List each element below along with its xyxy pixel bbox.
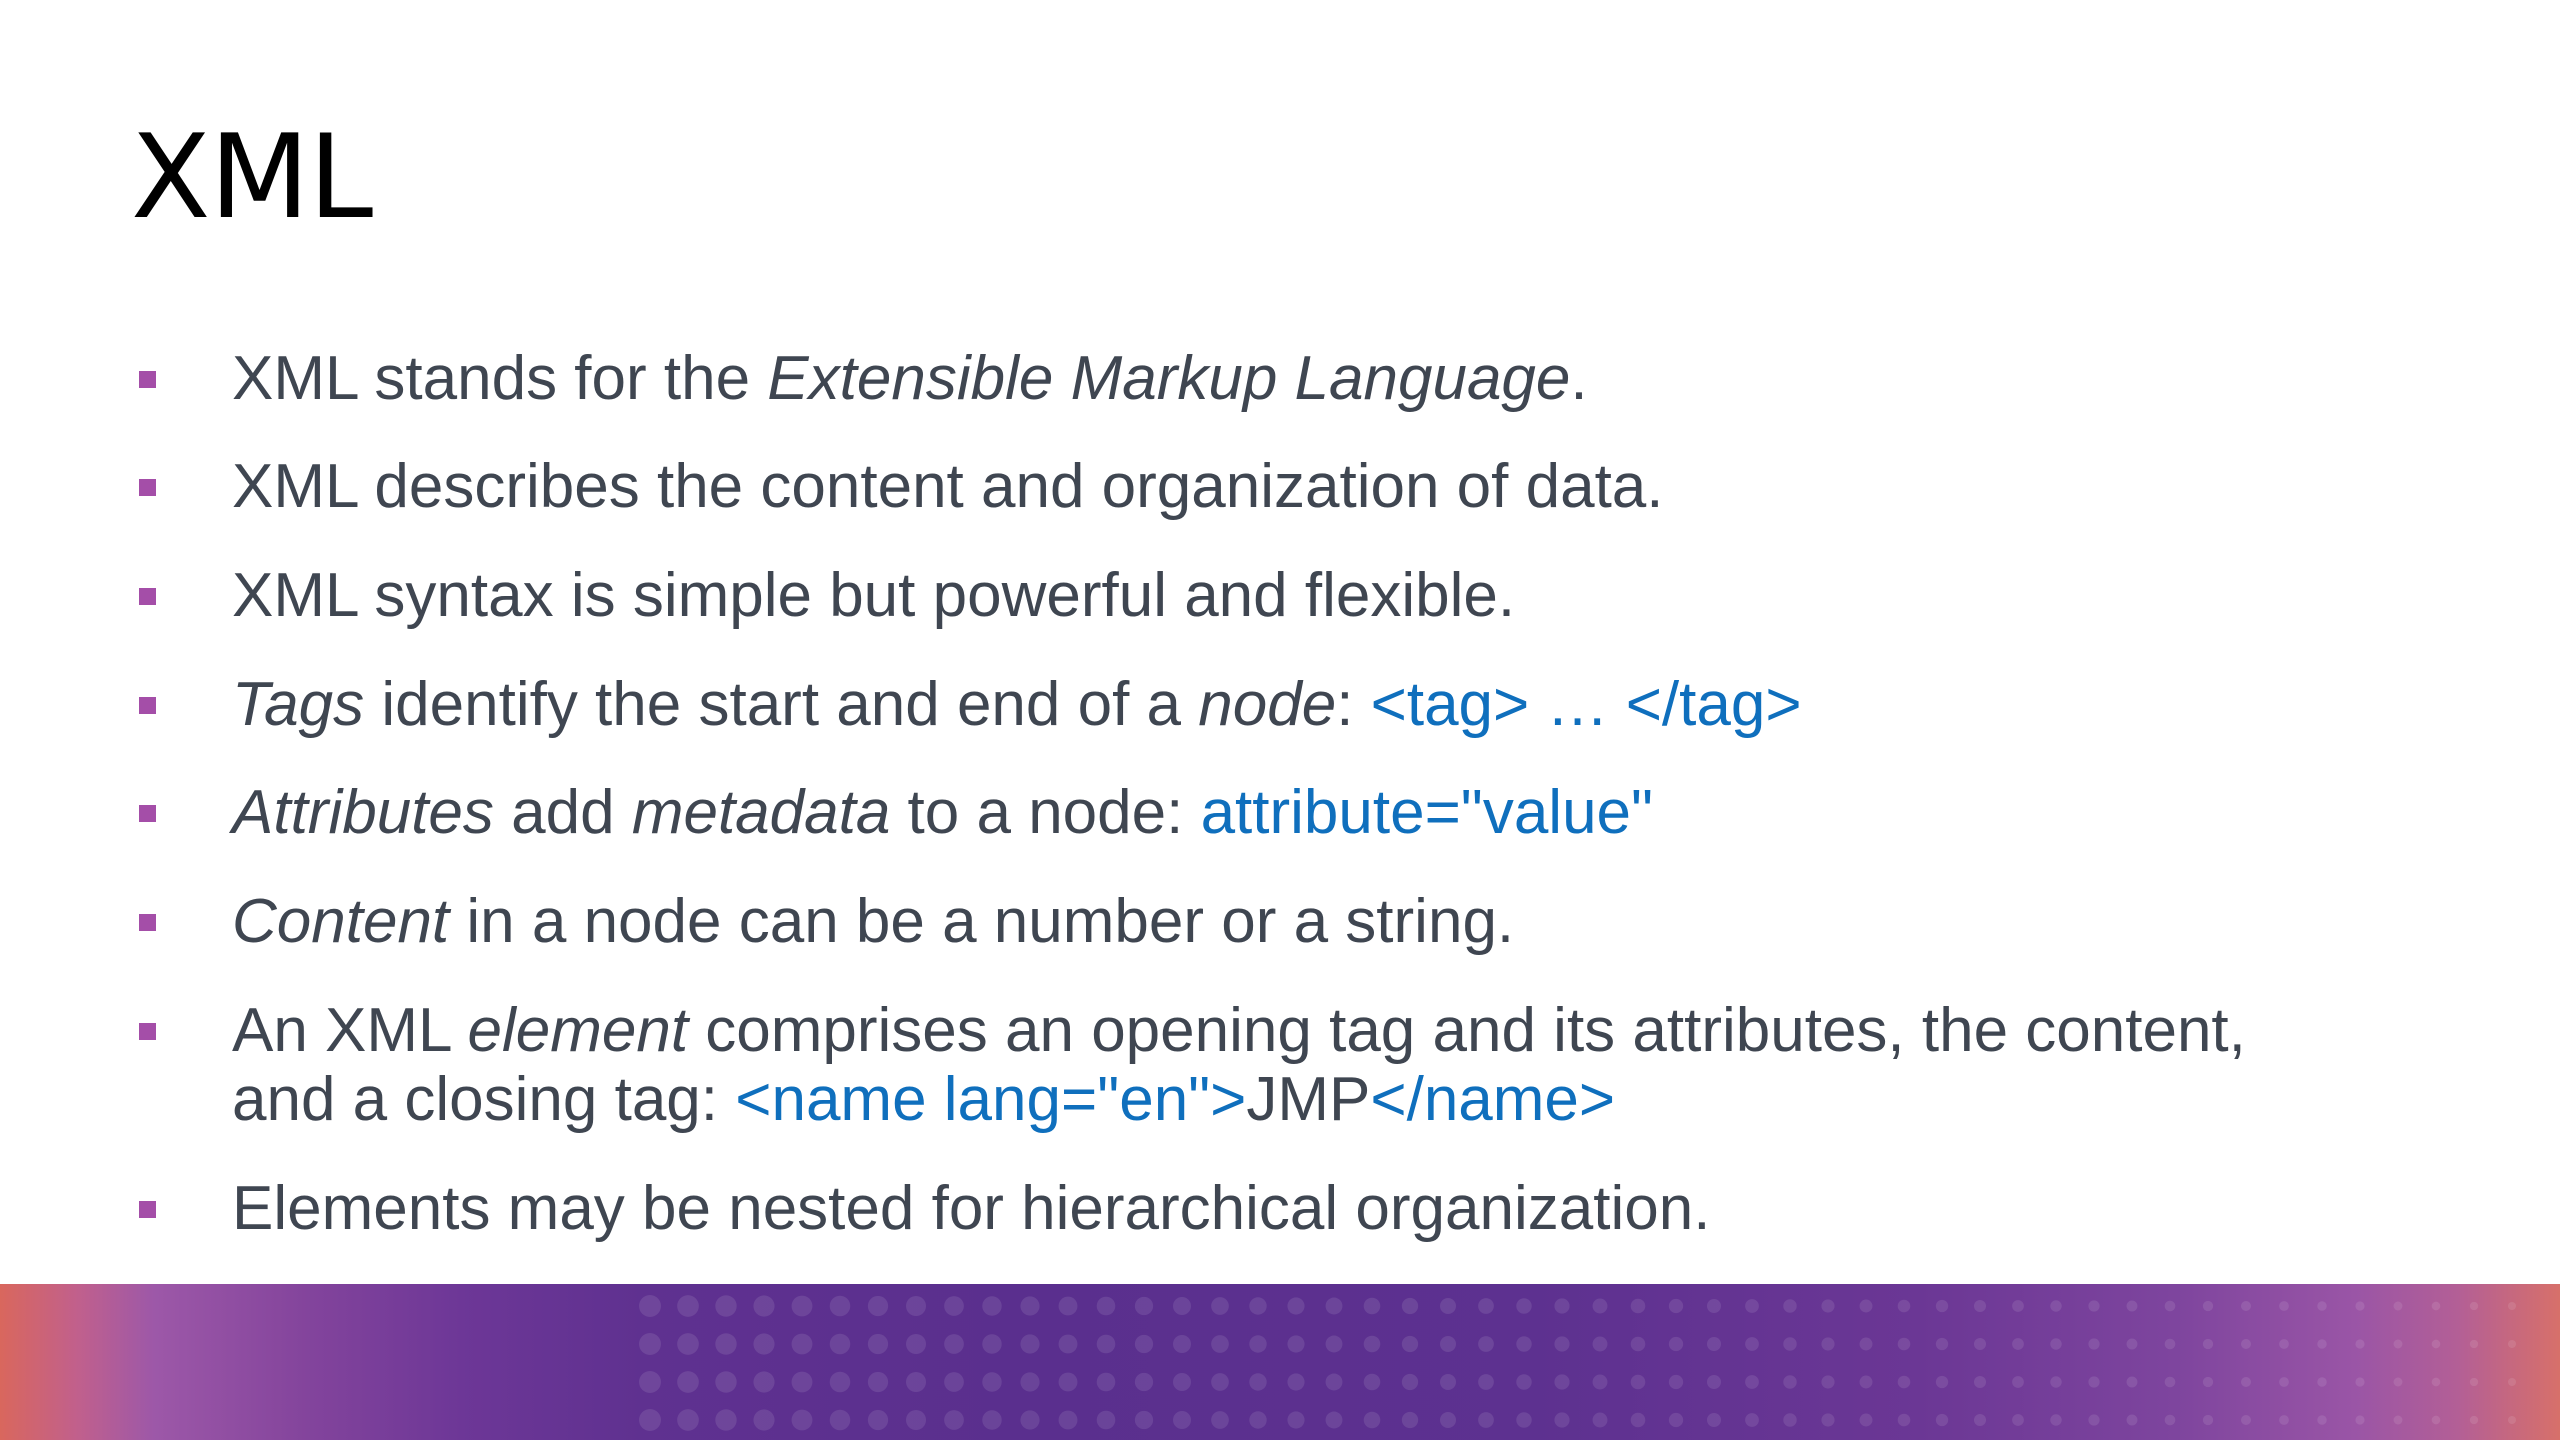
decorative-dot [1249, 1411, 1266, 1428]
decorative-dot [2241, 1415, 2251, 1425]
decorative-dot [2050, 1376, 2061, 1387]
emphasis-text: node [1198, 670, 1337, 739]
decorative-dot [1745, 1413, 1759, 1427]
decorative-dot [2165, 1415, 2176, 1426]
decorative-dot [1364, 1336, 1381, 1353]
decorative-dot [1173, 1411, 1191, 1429]
decorative-dot [2317, 1301, 2326, 1310]
bullet-text [232, 670, 1802, 739]
decorative-dot [1554, 1374, 1569, 1389]
decorative-dot [2508, 1378, 2516, 1386]
decorative-dot [639, 1409, 661, 1431]
text-run: Elements may be nested for hierarchical organization. [232, 1174, 1711, 1243]
decorative-dot [1211, 1373, 1229, 1391]
decorative-dot [944, 1296, 964, 1316]
decorative-dot [1402, 1374, 1418, 1390]
bullet-marker [139, 1201, 156, 1218]
decorative-dot [2432, 1416, 2441, 1425]
decorative-dot [1440, 1336, 1456, 1352]
decorative-dot [2394, 1416, 2403, 1425]
decorative-dot [1516, 1374, 1531, 1389]
decorative-dot [2050, 1300, 2061, 1311]
decorative-dot [2355, 1339, 2364, 1348]
decorative-dot [982, 1296, 1001, 1315]
decorative-dot [2203, 1301, 2213, 1311]
decorative-dot [1249, 1335, 1266, 1352]
decorative-dot [2432, 1378, 2441, 1387]
bullet-marker [139, 1023, 156, 1040]
decorative-dot [1059, 1335, 1078, 1354]
decorative-dot [1440, 1374, 1456, 1390]
bullet-text [232, 887, 1514, 956]
decorative-dot [2432, 1340, 2441, 1349]
decorative-dot [1097, 1411, 1116, 1430]
decorative-dot [1326, 1374, 1343, 1391]
code-snippet: </name> [1370, 1065, 1616, 1134]
bullet-text [232, 1174, 1710, 1243]
decorative-dot [2241, 1339, 2251, 1349]
decorative-dot [1936, 1414, 1948, 1426]
decorative-dot [792, 1410, 813, 1431]
decorative-dot [1249, 1373, 1266, 1390]
decorative-dot [1364, 1374, 1381, 1391]
text-run: JMP [1246, 1065, 1371, 1134]
decorative-dot [982, 1372, 1001, 1391]
bullet-marker [139, 479, 156, 496]
decorative-dot [1974, 1300, 1986, 1312]
decorative-dot [2165, 1377, 2176, 1388]
decorative-dot [1173, 1297, 1191, 1315]
decorative-dot [1326, 1412, 1343, 1429]
decorative-dot [1135, 1335, 1153, 1353]
bullet-marker [139, 697, 156, 714]
text-run: An XML [232, 996, 468, 1065]
decorative-dot [2279, 1415, 2289, 1425]
decorative-dot [830, 1410, 851, 1431]
bullet-item [232, 887, 2432, 956]
decorative-dot [1173, 1335, 1191, 1353]
code-snippet: <tag> … </tag> [1370, 670, 1802, 739]
bullet-item [232, 344, 2432, 413]
decorative-dot [1669, 1375, 1683, 1389]
emphasis-text: metadata [631, 778, 891, 847]
decorative-dot [1020, 1296, 1039, 1315]
decorative-dot [1745, 1375, 1759, 1389]
bullet-item [232, 996, 2432, 1134]
decorative-dot [1783, 1413, 1796, 1426]
decorative-dot [1898, 1376, 1911, 1389]
decorative-dot [1440, 1298, 1456, 1314]
decorative-dot [1020, 1334, 1039, 1353]
decorative-dot [868, 1334, 888, 1354]
decorative-dot [2355, 1301, 2364, 1310]
decorative-dot [2279, 1377, 2289, 1387]
decorative-dot [677, 1409, 699, 1431]
decorative-dot [1059, 1373, 1078, 1392]
decorative-dot [1745, 1337, 1759, 1351]
decorative-dot [1898, 1414, 1911, 1427]
slide-title: XML [131, 110, 373, 245]
decorative-dot [1593, 1413, 1608, 1428]
decorative-dot [2394, 1302, 2403, 1311]
decorative-dot [1821, 1413, 1834, 1426]
bullet-item [232, 670, 2432, 739]
decorative-dot [1402, 1412, 1418, 1428]
decorative-dot [1631, 1413, 1646, 1428]
decorative-dot [1821, 1299, 1834, 1312]
decorative-dot [1783, 1299, 1796, 1312]
decorative-dot [2165, 1339, 2176, 1350]
decorative-dot [2317, 1415, 2326, 1424]
decorative-dot [2241, 1377, 2251, 1387]
decorative-dot [2127, 1415, 2138, 1426]
decorative-dot [1478, 1412, 1494, 1428]
decorative-dot [1745, 1299, 1759, 1313]
decorative-dot [2203, 1415, 2213, 1425]
bullet-marker [139, 371, 156, 388]
decorative-dot [2432, 1302, 2441, 1311]
bullet-marker [139, 805, 156, 822]
decorative-dot [1402, 1298, 1418, 1314]
decorative-dot [1554, 1298, 1569, 1313]
decorative-dot [1287, 1335, 1304, 1352]
decorative-dot [2127, 1301, 2138, 1312]
decorative-dot [2203, 1377, 2213, 1387]
decorative-dot [2241, 1301, 2251, 1311]
decorative-dot [1554, 1412, 1569, 1427]
text-run: and a closing tag: [232, 1065, 736, 1134]
decorative-dot [1860, 1300, 1873, 1313]
decorative-dot [1707, 1375, 1721, 1389]
decorative-dot [1287, 1373, 1304, 1390]
decorative-dot [1631, 1299, 1646, 1314]
decorative-dot [2470, 1378, 2478, 1386]
text-run: in a node can be a number or a string. [449, 887, 1515, 956]
decorative-dot [1287, 1297, 1304, 1314]
decorative-dot [2508, 1302, 2516, 1310]
dot-pattern [0, 1284, 2560, 1440]
decorative-dot [639, 1295, 661, 1317]
code-snippet: <name lang="en"> [735, 1065, 1247, 1134]
decorative-dot [830, 1296, 851, 1317]
decorative-dot [868, 1410, 888, 1430]
text-run: add [493, 778, 632, 847]
text-run: : [1336, 670, 1371, 739]
bullet-item [232, 452, 2432, 521]
decorative-dot [1707, 1413, 1721, 1427]
decorative-dot [677, 1333, 699, 1355]
decorative-dot [982, 1334, 1001, 1353]
decorative-dot [2088, 1414, 2099, 1425]
decorative-dot [1554, 1336, 1569, 1351]
decorative-dot [1097, 1335, 1116, 1354]
decorative-dot [639, 1333, 661, 1355]
decorative-dot [2050, 1414, 2061, 1425]
decorative-dot [1020, 1410, 1039, 1429]
decorative-dot [2279, 1339, 2289, 1349]
decorative-dot [830, 1334, 851, 1355]
decorative-dot [982, 1410, 1001, 1429]
decorative-dot [2088, 1376, 2099, 1387]
decorative-dot [1631, 1337, 1646, 1352]
decorative-dot [1631, 1375, 1646, 1390]
decorative-dot [1059, 1297, 1078, 1316]
decorative-dot [2088, 1300, 2099, 1311]
decorative-dot [1211, 1335, 1229, 1353]
decorative-dot [1974, 1376, 1986, 1388]
emphasis-text: Content [232, 887, 450, 956]
decorative-dot [906, 1410, 926, 1430]
decorative-dot [1364, 1412, 1381, 1429]
decorative-dot [1135, 1373, 1153, 1391]
decorative-dot [715, 1295, 736, 1316]
decorative-dot [2127, 1377, 2138, 1388]
bullet-text [232, 996, 2246, 1134]
text-run: comprises an opening tag and its attributes, the content, [688, 996, 2246, 1065]
emphasis-text: Attributes [232, 778, 494, 847]
bullet-text [232, 561, 1515, 630]
decorative-dot [944, 1410, 964, 1430]
decorative-dot [1783, 1337, 1796, 1350]
decorative-dot [792, 1334, 813, 1355]
code-snippet: attribute="value" [1200, 778, 1654, 847]
decorative-dot [1707, 1337, 1721, 1351]
decorative-dot [906, 1334, 926, 1354]
emphasis-text: element [467, 996, 689, 1065]
decorative-dot [944, 1334, 964, 1354]
decorative-dot [1974, 1414, 1986, 1426]
decorative-dot [1059, 1411, 1078, 1430]
decorative-dot [1898, 1300, 1911, 1313]
decorative-dot [1364, 1298, 1381, 1315]
text-run: XML stands for the [232, 344, 768, 413]
text-run: XML syntax is simple but powerful and flexible. [232, 561, 1516, 630]
decorative-dot [2394, 1378, 2403, 1387]
decorative-dot [2012, 1414, 2024, 1426]
decorative-dot [2508, 1340, 2516, 1348]
decorative-dot [944, 1372, 964, 1392]
decorative-dot [715, 1371, 736, 1392]
decorative-dot [1326, 1298, 1343, 1315]
decorative-dot [1898, 1338, 1911, 1351]
decorative-dot [1821, 1375, 1834, 1388]
text-run: XML describes the content and organization of data. [232, 452, 1664, 521]
footer-decorative-band [0, 1284, 2560, 1440]
decorative-dot [1974, 1338, 1986, 1350]
text-run: . [1570, 344, 1588, 413]
decorative-dot [2470, 1340, 2478, 1348]
decorative-dot [2012, 1338, 2024, 1350]
decorative-dot [1478, 1336, 1494, 1352]
decorative-dot [753, 1333, 774, 1354]
decorative-dot [2127, 1339, 2138, 1350]
decorative-dot [1478, 1298, 1494, 1314]
decorative-dot [677, 1371, 699, 1393]
decorative-dot [906, 1296, 926, 1316]
decorative-dot [1402, 1336, 1418, 1352]
decorative-dot [1097, 1373, 1116, 1392]
decorative-dot [753, 1295, 774, 1316]
bullet-marker [139, 914, 156, 931]
decorative-dot [2470, 1416, 2478, 1424]
decorative-dot [1173, 1373, 1191, 1391]
text-run: to a node: [890, 778, 1201, 847]
decorative-dot [2508, 1416, 2516, 1424]
decorative-dot [1135, 1297, 1153, 1315]
decorative-dot [792, 1372, 813, 1393]
decorative-dot [753, 1371, 774, 1392]
decorative-dot [1097, 1297, 1116, 1316]
decorative-dot [1249, 1297, 1266, 1314]
decorative-dot [2394, 1340, 2403, 1349]
decorative-dot [2088, 1338, 2099, 1349]
bullet-item [232, 778, 2432, 847]
bullet-marker [139, 588, 156, 605]
bullet-item [232, 561, 2432, 630]
decorative-dot [2279, 1301, 2289, 1311]
decorative-dot [2165, 1301, 2176, 1312]
decorative-dot [868, 1296, 888, 1316]
decorative-dot [1593, 1375, 1608, 1390]
decorative-dot [715, 1333, 736, 1354]
decorative-dot [1669, 1299, 1683, 1313]
decorative-dot [1135, 1411, 1153, 1429]
bullet-text [232, 344, 1588, 413]
decorative-dot [1936, 1376, 1948, 1388]
decorative-dot [792, 1296, 813, 1317]
decorative-dot [2012, 1300, 2024, 1312]
decorative-dot [1860, 1376, 1873, 1389]
decorative-dot [1326, 1336, 1343, 1353]
decorative-dot [1669, 1413, 1683, 1427]
decorative-dot [677, 1295, 699, 1317]
decorative-dot [1860, 1414, 1873, 1427]
decorative-dot [1211, 1411, 1229, 1429]
decorative-dot [906, 1372, 926, 1392]
decorative-dot [1821, 1337, 1834, 1350]
decorative-dot [1707, 1299, 1721, 1313]
decorative-dot [830, 1372, 851, 1393]
bullet-item [232, 1174, 2432, 1243]
decorative-dot [868, 1372, 888, 1392]
decorative-dot [1211, 1297, 1229, 1315]
emphasis-text: Tags [232, 670, 365, 739]
decorative-dot [1287, 1411, 1304, 1428]
decorative-dot [2470, 1302, 2478, 1310]
decorative-dot [1516, 1336, 1531, 1351]
decorative-dot [1593, 1337, 1608, 1352]
decorative-dot [1936, 1338, 1948, 1350]
emphasis-text: Extensible Markup Language [767, 344, 1571, 413]
decorative-dot [1478, 1374, 1494, 1390]
decorative-dot [1669, 1337, 1683, 1351]
bullet-text [232, 778, 1653, 847]
decorative-dot [2203, 1339, 2213, 1349]
text-run: identify the start and end of a [364, 670, 1199, 739]
decorative-dot [1936, 1300, 1948, 1312]
decorative-dot [1516, 1412, 1531, 1427]
decorative-dot [2012, 1376, 2024, 1388]
bullet-text [232, 452, 1664, 521]
decorative-dot [1783, 1375, 1796, 1388]
decorative-dot [2050, 1338, 2061, 1349]
decorative-dot [1020, 1372, 1039, 1391]
decorative-dot [715, 1409, 736, 1430]
decorative-dot [1440, 1412, 1456, 1428]
decorative-dot [753, 1409, 774, 1430]
decorative-dot [1860, 1338, 1873, 1351]
decorative-dot [1593, 1299, 1608, 1314]
decorative-dot [2317, 1377, 2326, 1386]
decorative-dot [2355, 1377, 2364, 1386]
decorative-dot [639, 1371, 661, 1393]
decorative-dot [1516, 1298, 1531, 1313]
decorative-dot [2355, 1415, 2364, 1424]
decorative-dot [2317, 1339, 2326, 1348]
